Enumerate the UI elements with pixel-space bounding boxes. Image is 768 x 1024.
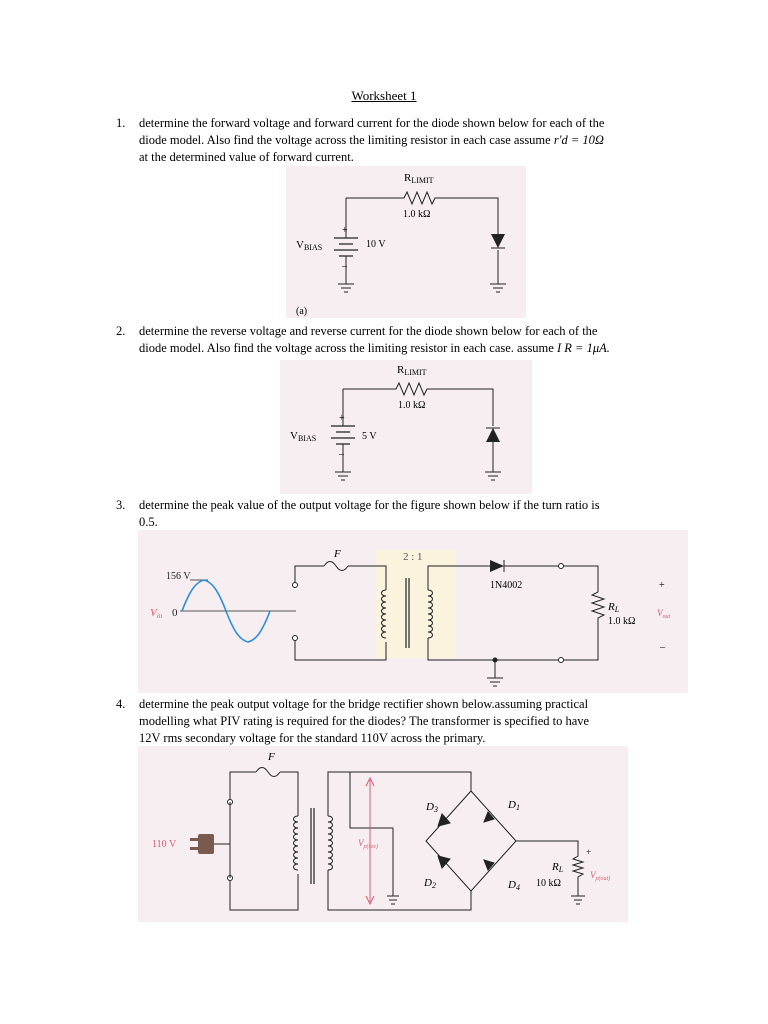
math-expression: I R = 1μA. — [556, 341, 610, 355]
figure-1-circuit — [286, 166, 526, 318]
svg-text:F: F — [334, 548, 341, 560]
svg-text:10 V: 10 V — [366, 239, 386, 250]
svg-text:Vp(sec): $V_{p(sec)}$ — [358, 838, 379, 850]
question-text: determine the peak value of the output voltage for the figure shown below if the turn ratio is 0.5. — [139, 498, 600, 529]
svg-text:D4: D4 — [508, 879, 520, 892]
svg-text:+: + — [659, 580, 665, 591]
question-text: determine the peak output voltage for the bridge rectifier shown below.assuming practical modelling what PIV rating is required for the diodes? The transformer is specified to have 12V rms secondary voltage for the standard 110V across the primary. — [139, 697, 590, 745]
question-2 — [116, 323, 676, 359]
svg-text:10 kΩ: 10 kΩ — [536, 878, 561, 889]
svg-text:Vin: Vin — [150, 607, 163, 620]
svg-text:RLIMIT: RLIMIT — [397, 364, 427, 377]
question-number: 1. — [116, 116, 126, 130]
figure-3-halfwave-rectifier — [138, 530, 688, 693]
svg-text:5 V: 5 V — [362, 431, 377, 442]
svg-text:VBIAS: VBIAS — [296, 239, 323, 252]
svg-text:RLIMIT: RLIMIT — [404, 172, 434, 185]
svg-text:VBIAS: VBIAS — [290, 430, 317, 443]
svg-text:1.0 kΩ: 1.0 kΩ — [398, 400, 426, 411]
question-text: determine the forward voltage and forward current for the diode shown below for each of the diode model. Also find the voltage across the limiting resistor in each case assume r′d = 10Ω at the determined value of forward current. — [139, 116, 605, 164]
svg-text:2 : 1: 2 : 1 — [403, 551, 423, 563]
question-number: 2. — [116, 324, 126, 338]
svg-text:RL: RL — [608, 601, 620, 614]
svg-text:+: + — [342, 225, 348, 236]
svg-text:RL: RL — [552, 861, 564, 874]
svg-text:–: – — [339, 449, 344, 460]
svg-text:1N4002: 1N4002 — [490, 580, 523, 591]
svg-text:+: + — [339, 413, 345, 424]
question-text: determine the reverse voltage and reverse current for the diode shown below for each of the diode model. Also find the voltage across the limiting resistor in each case. assume I R = 1μA. — [139, 324, 610, 355]
svg-text:–: – — [342, 261, 347, 272]
svg-text:+: + — [586, 847, 592, 857]
svg-text:(a): (a) — [296, 306, 308, 317]
svg-text:Vp(out): $V_{p(out)}$ — [590, 870, 611, 882]
worksheet-title: Worksheet 1 — [351, 88, 417, 103]
figure-2-circuit — [280, 360, 532, 494]
question-number: 4. — [116, 697, 126, 711]
svg-text:1.0 kΩ: 1.0 kΩ — [608, 616, 636, 627]
svg-text:1.0 kΩ: 1.0 kΩ — [403, 209, 431, 220]
svg-text:D2: D2 — [424, 877, 436, 890]
question-1 — [116, 115, 676, 167]
svg-text:Vout: $V_{out}$ — [657, 608, 671, 620]
svg-text:D3: D3 — [426, 801, 438, 814]
svg-text:156 V: 156 V — [166, 571, 191, 582]
question-3 — [116, 497, 676, 533]
svg-text:F: F — [268, 751, 275, 763]
svg-text:110 V: 110 V — [152, 839, 177, 850]
figure-4-bridge-rectifier — [138, 746, 628, 922]
svg-text:–: – — [660, 642, 665, 653]
svg-text:D1: D1 — [508, 799, 520, 812]
math-expression: r′d = 10Ω — [553, 133, 604, 147]
svg-text:0: 0 — [172, 607, 178, 619]
question-4 — [116, 696, 676, 748]
question-number: 3. — [116, 498, 126, 512]
